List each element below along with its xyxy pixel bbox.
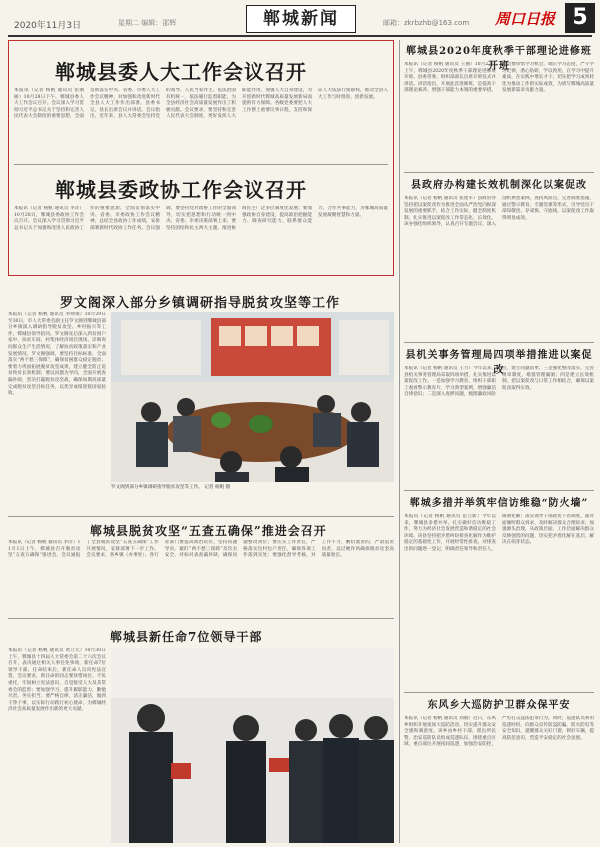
article-9-title: 郸城多措并举筑牢信访维稳“防火墙” [409,498,589,509]
article-5-body: 本报讯（记者 杨帆 通讯员 黄立元）10月30日上午，郸城县十四届人大常委会第二十六次会议召开，表决通过相关人事任免事项，新任命7位领导干部。任命结束后，新任命人员向宪法宣誓。会议要求，新任命的同志要珍惜岗位、不负重托，牢固树立宪法意识，自觉接受人大及其常委会的监督；要加强学习，提升履职能力，勤勉尽责、务实担当；要严格自律，清正廉洁，做到干净干事，以实际行动践行初心使命，为郸城经济社会高质量发展作出新的更大贡献。 [8,648,106,713]
editor-info-left: 星期二 编辑：邵辉 [118,19,177,27]
article-4-title: 郸城县脱贫攻坚“五查五确保”推进会召开 [90,524,327,538]
article-5-title: 郸城县新任命7位领导干部 [110,630,263,644]
divider [404,342,594,343]
header-rule [8,35,592,37]
meeting-photo-illustration [111,312,394,482]
divider [14,164,388,165]
newspaper-logo: 周口日报 [495,10,556,28]
article-10-body: 本报讯（记者 杨帆 通讯员 刘晓）近日，东风乡组织开展夜间大巡防活动，切实提升群众安全感和满意度。该乡由乡村干部、派出所民警、治安巡防队员组成巡逻队伍，围绕重点区域、重点部位开展夜间巡逻，加强治安防控，严厉打击违法犯罪行为。同时，巡逻队员利用巡逻时机，向群众宣传防盗防骗、防火防电等安全知识，提醒群众关好门窗、锁好车辆，提高防范意识，营造平安稳定的社会氛围。 [404,716,594,748]
article-7-title: 县政府办构建长效机制深化以案促改 [411,180,587,191]
article-3-title: 罗文阁深入部分乡镇调研指导脱贫攻坚等工作 [60,296,341,311]
article-3-body-cont [111,495,394,510]
section-title: 郸城新闻 [246,5,356,33]
divider [8,516,394,517]
appointment-photo-illustration [111,648,394,843]
article-4-body: 本报讯（记者 杨帆 通讯员 李洋）11月1日上午，郸城县召开脱贫攻坚“五查五确保”推进会。会议通报了全县脱贫攻坚“五查五确保”工作开展情况，安排部署下一步工作。会议要求，各乡镇（办事处）、各行业部门要提高政治站位，坚持问题导向，紧盯“两不愁三保障”及饮水安全，对标对表查漏补缺，确保问题整改到位；要压实工作责任，严格落实包村包户责任，确保各项工作落到实处；要强化督导考核，对工作不力、敷衍塞责的，严肃追责问责，以过硬作风确保脱贫攻坚高质量收官。 [8,540,394,559]
article-6-body: 本报讯（记者 杨帆 通讯员 王丽）10月27日上午，郸城县2020年度秋季干部理论进修班开班。县委常委、组织部部长出席开班仪式并讲话。讲话指出，开展此次进修班，是提高干部理论素养、增强干部能力本领的重要举措。学员要珍惜学习机会，端正学习态度，严守学习纪律，潜心钻研，学以致用，在学习中提升素质，在实践中增长才干，切实把学习成果转化为推动工作的实际成效，为谱写郸城高质量发展新篇章贡献力量。 [404,62,594,94]
article-8-body: 本报讯（记者 杨帆 通讯员 王力）今年以来，县机关事务管理局采取四项举措，扎实推进以案促改工作。一是加强学习教育，组织干部职工观看警示教育片，学习典型案例，增强廉洁自律意识；二是深入查摆问题，梳理廉政风险点，建立问题清单；三是强化整改落实，完善规章制度，堵塞管理漏洞；四是建立长效机制，把以案促改与日常工作相结合，确保以案促改取得实效。 [404,366,594,398]
meeting-photo [111,312,394,482]
article-9-body: 本报讯（记者 杨帆 通讯员 范立新）今年以来，郸城县多措并举，扎实做好信访维稳工作，努力为经济社会发展营造和谐稳定的社会环境。该县坚持把矛盾纠纷排查化解作为维护稳定的基础性工作，开展经常性排查，对排查出的问题逐一登记，明确责任领导和责任人，限期化解；落实领导干部接访下访制度，面对面倾听群众诉求，及时解决群众合理诉求；加强源头治理，从政策层面、工作层面解决群众反映强烈的问题，切实把矛盾化解在基层、解决在萌芽状态。 [404,514,594,552]
column-divider [399,40,400,843]
article-3-body: 本报讯（记者 杨帆 通讯员 李帅领）10月29日至30日，市人大常委会副主任罗文阁到郸城县部分乡镇深入调研指导脱贫攻坚、乡村振兴等工作，郸城县领导陪同。罗文阁先后深入到贫困户家中、扶贫车间、村集体经济项目现场，详细询问群众生产生活情况，了解扶贫政策落实和产业发展情况。罗文阁强调，要坚持目标标准，全面落实“两不愁三保障”，确保贫困群众稳定脱贫；要着力巩固拓展脱贫攻坚成果，建立健全防止返贫致贫长效机制；要以问题为导向，全面开展查漏补缺，坚决打赢脱贫攻坚战，确保如期高质量完成脱贫攻坚目标任务，以优异成绩迎接国家验收。 [8,312,106,397]
divider [8,618,394,619]
photo-caption: 罗文阁到部分乡镇调研指导脱贫攻坚等工作。 记者 杨帆 摄 [111,485,231,490]
article-10-title: 东风乡大巡防护卫群众保平安 [427,700,571,711]
article-7-body: 本报讯（记者 杨帆 通讯员 张建军）县政府办坚持把以案促改作为推进全面从严治党向纵深发展的重要抓手，结合工作实际，健全制度机制，扎实推进以案促改工作常态化、长效化。该办强化组织领导，认真召开专题会议，深入剖析典型案例，查找风险点，完善制度措施，通过警示教育、专题党课等形式，引导党员干部知敬畏、存戒惧、守底线，以案促改工作取得明显成效。 [404,196,594,228]
article-2-body: 本报讯（记者 杨帆 通讯员 李洋）10月28日，郸城县委政协工作会议召开。会议深入学习贯彻习近平总书记关于加强和改进人民政协工作的重要思想，全面贯彻落实中央、省委、市委政协工作会议精神，总结全县政协工作成绩，安排部署新时代政协工作任务。会议强调，要坚持党对政协工作的全面领导，切实把思想和行动统一到中央、省委、市委决策部署上来；要坚持团结和民主两大主题，推进协商民主广泛多层制度化发展；要加强政协自身建设，提高政治把握能力、调查研究能力、联系群众能力、合作共事能力，为郸城高质量发展凝聚智慧和力量。 [14,206,388,231]
article-2-title: 郸城县委政协工作会议召开 [55,178,307,202]
divider [404,692,594,693]
appointment-photo [111,648,394,843]
article-1-body: 本报讯（记者 杨帆 通讯员 张丽丽）10月28日下午，郸城县委人大工作会议召开。会议深入学习贯彻习近平总书记关于坚持和完善人民代表大会制度的重要思想，全面贯彻落实中央、省委、市委人大工作会议精神，对加强和改进新时代全县人大工作作出部署。县委书记、县长出席会议并讲话。会议指出，近年来，县人大常委会坚持党的领导、人民当家作主、依法治国有机统一，依法履行监督职能，为全县经济社会高质量发展作出了积极贡献。会议要求，要坚持和完善人民代表大会制度，更好发挥人大职能作用，加强人大自身建设，为开创新时代郸城高质量发展新局面提供有力保障。各级党委要把人大工作摆上重要议事日程，支持和保证人大依法行使职权，推动全县人大工作与时俱进、创新发展。 [14,88,388,120]
page-number: 5 [565,3,595,33]
page-header [0,0,600,36]
editor-info-right: 邮箱：zkrbzhb@163.com [383,19,470,27]
article-1-title: 郸城县委人大工作会议召开 [55,60,307,84]
article-6-title: 郸城县2020年度秋季干部理论进修班开班 [406,46,592,72]
article-8-title: 县机关事务管理局四项举措推进以案促改 [405,350,593,376]
divider [404,490,594,491]
issue-date: 2020年11月3日 [14,21,82,31]
divider [404,172,594,173]
